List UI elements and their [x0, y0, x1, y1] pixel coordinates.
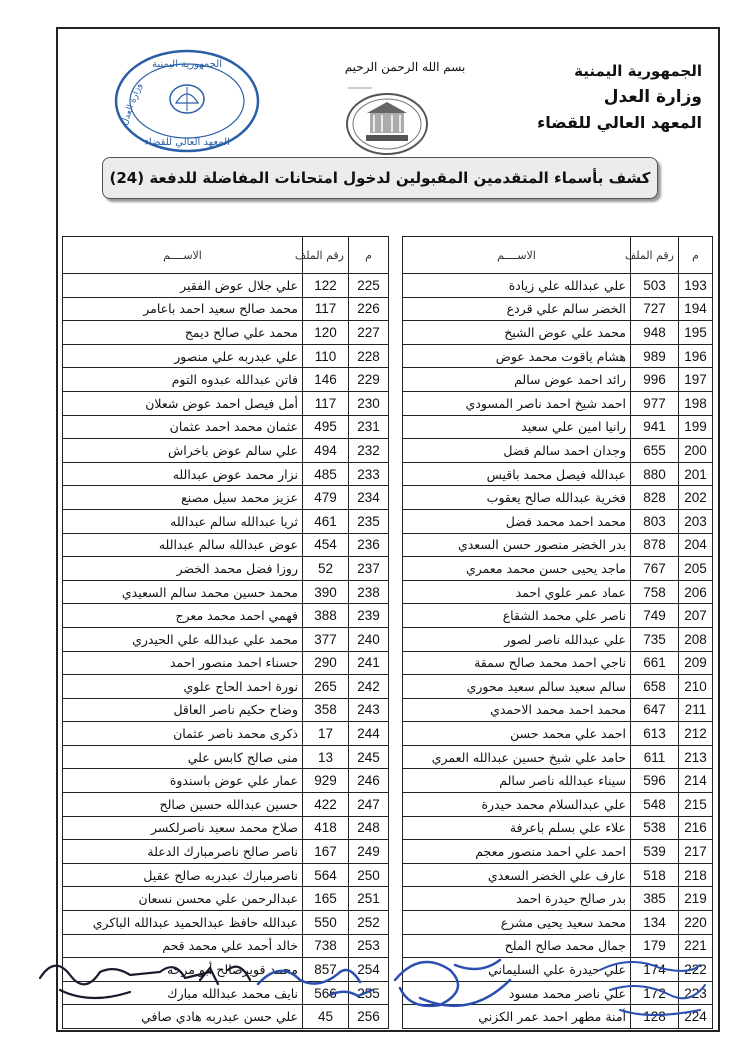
- column-gap: [389, 816, 403, 840]
- row-number: 196: [679, 344, 713, 368]
- row-number: 202: [679, 486, 713, 510]
- applicant-name: فخرية عبدالله صالح يعقوب: [403, 486, 631, 510]
- row-number: 228: [349, 344, 389, 368]
- file-number: 117: [303, 391, 349, 415]
- applicant-name: رانيا امين علي سعيد: [403, 415, 631, 439]
- applicant-name: عوض عبدالله سالم عبدالله: [63, 533, 303, 557]
- table-row: [63, 415, 713, 439]
- row-number: 234: [349, 486, 389, 510]
- column-gap: [389, 557, 403, 581]
- row-number: 211: [679, 698, 713, 722]
- letterhead: [537, 58, 702, 136]
- row-number: 253: [349, 934, 389, 958]
- official-stamp: [112, 47, 262, 155]
- applicant-name: الخضر سالم علي قردع: [403, 297, 631, 321]
- applicant-name: نورة احمد الحاج علوي: [63, 675, 303, 699]
- col-header-name: الاســــم: [403, 237, 631, 274]
- row-number: 218: [679, 863, 713, 887]
- applicant-name: عثمان محمد احمد عثمان: [63, 415, 303, 439]
- applicant-name: علاء علي بسلم باعرفة: [403, 816, 631, 840]
- column-gap: [389, 863, 403, 887]
- table-row: [63, 274, 713, 298]
- file-number: 550: [303, 911, 349, 935]
- file-number: 758: [631, 580, 679, 604]
- file-number: 167: [303, 840, 349, 864]
- applicant-name: عارف علي الخضر السعدي: [403, 863, 631, 887]
- row-number: 200: [679, 439, 713, 463]
- row-number: 224: [679, 1005, 713, 1029]
- applicant-name: فاتن عبدالله عبدوه التوم: [63, 368, 303, 392]
- file-number: 418: [303, 816, 349, 840]
- applicant-name: ناصرمبارك عبدربه صالح عقيل: [63, 863, 303, 887]
- row-number: 246: [349, 769, 389, 793]
- file-number: 977: [631, 391, 679, 415]
- row-number: 223: [679, 981, 713, 1005]
- applicant-name: عزيز محمد سيل مصنع: [63, 486, 303, 510]
- column-gap: [389, 344, 403, 368]
- file-number: 13: [303, 745, 349, 769]
- row-number: 210: [679, 675, 713, 699]
- column-gap: [389, 462, 403, 486]
- applicant-name: احمد علي محمد حسن: [403, 722, 631, 746]
- table-row: [63, 509, 713, 533]
- row-number: 193: [679, 274, 713, 298]
- table-row: [63, 533, 713, 557]
- applicant-name: احمد شيخ احمد ناصر المسودي: [403, 391, 631, 415]
- file-number: 996: [631, 368, 679, 392]
- table-row: [63, 321, 713, 345]
- row-number: 227: [349, 321, 389, 345]
- row-number: 203: [679, 509, 713, 533]
- row-number: 201: [679, 462, 713, 486]
- applicant-name: هشام ياقوت محمد عوض: [403, 344, 631, 368]
- row-number: 208: [679, 627, 713, 651]
- basmala: بسم الله الرحمن الرحيم: [344, 60, 466, 74]
- file-number: 422: [303, 793, 349, 817]
- table-row: [63, 627, 713, 651]
- table-row: [63, 651, 713, 675]
- applicant-name: علي حسن عبدربه هادي صافي: [63, 1005, 303, 1029]
- applicant-name: حسناء احمد منصور احمد: [63, 651, 303, 675]
- row-number: 198: [679, 391, 713, 415]
- row-number: 252: [349, 911, 389, 935]
- applicant-name: علي حيدرة علي السليماني: [403, 958, 631, 982]
- file-number: 548: [631, 793, 679, 817]
- row-number: 212: [679, 722, 713, 746]
- col-header-name: الاســــم: [63, 237, 303, 274]
- file-number: 564: [303, 863, 349, 887]
- applicant-name: سيناء عبدالله ناصر سالم: [403, 769, 631, 793]
- file-number: 803: [631, 509, 679, 533]
- applicant-name: علي عبدربه علي منصور: [63, 344, 303, 368]
- file-number: 948: [631, 321, 679, 345]
- col-header-no: م: [349, 237, 389, 274]
- applicant-name: أمل فيصل احمد عوض شعلان: [63, 391, 303, 415]
- column-gap: [389, 486, 403, 510]
- row-number: 197: [679, 368, 713, 392]
- row-number: 245: [349, 745, 389, 769]
- column-gap: [389, 533, 403, 557]
- table-row: [63, 462, 713, 486]
- row-number: 225: [349, 274, 389, 298]
- table-row: [63, 722, 713, 746]
- applicant-name: محمد علي عوض الشيخ: [403, 321, 631, 345]
- row-number: 194: [679, 297, 713, 321]
- file-number: 52: [303, 557, 349, 581]
- column-gap: [389, 509, 403, 533]
- applicant-name: عبدالله فيصل محمد باقيس: [403, 462, 631, 486]
- applicant-name: عبدالله حافظ عبدالحميد عبدالله الباكري: [63, 911, 303, 935]
- file-number: 290: [303, 651, 349, 675]
- row-number: 248: [349, 816, 389, 840]
- column-gap: [389, 769, 403, 793]
- file-number: 596: [631, 769, 679, 793]
- file-number: 857: [303, 958, 349, 982]
- row-number: 207: [679, 604, 713, 628]
- applicant-name: روزا فضل محمد الخضر: [63, 557, 303, 581]
- signatures-area: [0, 950, 750, 1061]
- col-header-file-no: رقم الملف: [303, 237, 349, 274]
- applicant-name: محمد حسين محمد سالم السعيدي: [63, 580, 303, 604]
- column-gap: [389, 627, 403, 651]
- row-number: 242: [349, 675, 389, 699]
- col-header-no: م: [679, 237, 713, 274]
- file-number: 941: [631, 415, 679, 439]
- column-gap: [389, 722, 403, 746]
- column-gap: [389, 415, 403, 439]
- row-number: 209: [679, 651, 713, 675]
- applicant-name: محمد احمد محمد فضل: [403, 509, 631, 533]
- row-number: 236: [349, 533, 389, 557]
- column-gap: [389, 368, 403, 392]
- applicant-name: محمد احمد محمد الاحمدي: [403, 698, 631, 722]
- row-number: 219: [679, 887, 713, 911]
- file-number: 265: [303, 675, 349, 699]
- file-number: 735: [631, 627, 679, 651]
- file-number: 377: [303, 627, 349, 651]
- applicant-name: بدر صالح حيدرة احمد: [403, 887, 631, 911]
- table-row: [63, 745, 713, 769]
- table-row: [63, 439, 713, 463]
- file-number: 828: [631, 486, 679, 510]
- applicant-name: فهمي احمد محمد معرج: [63, 604, 303, 628]
- table-row: [63, 675, 713, 699]
- file-number: 461: [303, 509, 349, 533]
- row-number: 222: [679, 958, 713, 982]
- applicant-name: وجدان احمد سالم فضل: [403, 439, 631, 463]
- applicant-name: علي عبدالله علي زيادة: [403, 274, 631, 298]
- file-number: 518: [631, 863, 679, 887]
- applicant-name: علي جلال عوض الفقير: [63, 274, 303, 298]
- file-number: 613: [631, 722, 679, 746]
- column-gap: [389, 651, 403, 675]
- applicant-name: ذكرى محمد ناصر عثمان: [63, 722, 303, 746]
- file-number: 390: [303, 580, 349, 604]
- column-gap: [389, 321, 403, 345]
- document-title-box: [102, 157, 658, 199]
- row-number: 221: [679, 934, 713, 958]
- file-number: 172: [631, 981, 679, 1005]
- column-gap: [389, 391, 403, 415]
- row-number: 251: [349, 887, 389, 911]
- applicant-name: حسين عبدالله حسين صالح: [63, 793, 303, 817]
- applicant-name: ناصر علي محمد الشقاع: [403, 604, 631, 628]
- document-title: كشف بأسماء المتقدمين المقبولين لدخول امتحانات المفاضلة للدفعة (24): [109, 169, 651, 187]
- column-gap: [389, 911, 403, 935]
- column-gap: [389, 698, 403, 722]
- file-number: 358: [303, 698, 349, 722]
- row-number: 220: [679, 911, 713, 935]
- table-header-row: [63, 237, 713, 274]
- table-row: [63, 486, 713, 510]
- file-number: 738: [303, 934, 349, 958]
- row-number: 213: [679, 745, 713, 769]
- column-gap: [389, 580, 403, 604]
- table-row: [63, 391, 713, 415]
- table-row: [63, 816, 713, 840]
- file-number: 134: [631, 911, 679, 935]
- file-number: 539: [631, 840, 679, 864]
- table-row: [63, 344, 713, 368]
- applicant-name: صلاح محمد سعيد ناصرلكسر: [63, 816, 303, 840]
- applicant-name: رائد احمد عوض سالم: [403, 368, 631, 392]
- file-number: 727: [631, 297, 679, 321]
- country-name: الجمهورية اليمنية: [574, 62, 702, 80]
- row-number: 195: [679, 321, 713, 345]
- row-number: 229: [349, 368, 389, 392]
- table-row: [63, 368, 713, 392]
- applicant-name: عماد عمر علوي احمد: [403, 580, 631, 604]
- row-number: 217: [679, 840, 713, 864]
- row-number: 240: [349, 627, 389, 651]
- column-gap: [389, 840, 403, 864]
- table-row: [63, 698, 713, 722]
- file-number: 880: [631, 462, 679, 486]
- row-number: 233: [349, 462, 389, 486]
- file-number: 767: [631, 557, 679, 581]
- applicant-name: وضاح حكيم ناصر العاقل: [63, 698, 303, 722]
- row-number: 237: [349, 557, 389, 581]
- row-number: 232: [349, 439, 389, 463]
- row-number: 241: [349, 651, 389, 675]
- row-number: 235: [349, 509, 389, 533]
- file-number: 110: [303, 344, 349, 368]
- file-number: 495: [303, 415, 349, 439]
- file-number: 120: [303, 321, 349, 345]
- file-number: 485: [303, 462, 349, 486]
- col-header-file-no: رقم الملف: [631, 237, 679, 274]
- applicant-name: نايف محمد عبدالله مبارك: [63, 981, 303, 1005]
- row-number: 199: [679, 415, 713, 439]
- file-number: 385: [631, 887, 679, 911]
- row-number: 226: [349, 297, 389, 321]
- column-gap: [389, 604, 403, 628]
- file-number: 179: [631, 934, 679, 958]
- ministry-name: وزارة العدل: [603, 87, 702, 107]
- file-number: 655: [631, 439, 679, 463]
- column-gap: [389, 237, 403, 274]
- applicant-name: محمد سعيد يحيى مشرع: [403, 911, 631, 935]
- applicant-name: علي عبدالله ناصر لصور: [403, 627, 631, 651]
- stamp-line-1: الجمهورية اليمنية: [151, 59, 223, 70]
- applicant-name: حامد علي شيخ حسين عبدالله العمري: [403, 745, 631, 769]
- file-number: 878: [631, 533, 679, 557]
- table-row: [63, 580, 713, 604]
- file-number: 661: [631, 651, 679, 675]
- column-gap: [389, 675, 403, 699]
- applicant-name: سالم سعيد سالم سعيد محوري: [403, 675, 631, 699]
- file-number: 122: [303, 274, 349, 298]
- file-number: 749: [631, 604, 679, 628]
- table-row: [63, 887, 713, 911]
- applicant-name: نزار محمد عوض عبدالله: [63, 462, 303, 486]
- row-number: 216: [679, 816, 713, 840]
- applicant-name: ماجد يحيى حسن محمد معمري: [403, 557, 631, 581]
- row-number: 254: [349, 958, 389, 982]
- row-number: 249: [349, 840, 389, 864]
- row-number: 247: [349, 793, 389, 817]
- file-number: 454: [303, 533, 349, 557]
- file-number: 566: [303, 981, 349, 1005]
- row-number: 205: [679, 557, 713, 581]
- table-row: [63, 840, 713, 864]
- applicant-name: علي عبدالسلام محمد حيدرة: [403, 793, 631, 817]
- applicant-name: احمد علي احمد منصور معجم: [403, 840, 631, 864]
- svg-text:وزارة العدل: وزارة العدل: [119, 81, 145, 127]
- row-number: 231: [349, 415, 389, 439]
- row-number: 255: [349, 981, 389, 1005]
- row-number: 214: [679, 769, 713, 793]
- applicant-name: خالد أحمد علي محمد قحم: [63, 934, 303, 958]
- applicant-name: محمد علي عبدالله علي الحيدري: [63, 627, 303, 651]
- file-number: 494: [303, 439, 349, 463]
- applicant-name: محمد قويرصالح أبو مرحه: [63, 958, 303, 982]
- column-gap: [389, 297, 403, 321]
- column-gap: [389, 887, 403, 911]
- file-number: 929: [303, 769, 349, 793]
- institute-name: المعهد العالي للقضاء: [537, 113, 702, 132]
- row-number: 243: [349, 698, 389, 722]
- applicant-name: محمد علي صالح ديمح: [63, 321, 303, 345]
- file-number: 611: [631, 745, 679, 769]
- table-row: [63, 557, 713, 581]
- applicant-name: ثريا عبدالله سالم عبدالله: [63, 509, 303, 533]
- table-row: [63, 604, 713, 628]
- file-number: 658: [631, 675, 679, 699]
- applicant-name: جمال محمد صالح الملح: [403, 934, 631, 958]
- table-row: [63, 769, 713, 793]
- applicant-name: أمنة مطهر احمد عمر الكزني: [403, 1005, 631, 1029]
- row-number: 230: [349, 391, 389, 415]
- row-number: 215: [679, 793, 713, 817]
- applicants-table: [62, 236, 713, 1029]
- applicant-name: عمار علي عوض باسندوة: [63, 769, 303, 793]
- file-number: 989: [631, 344, 679, 368]
- column-gap: [389, 745, 403, 769]
- applicant-name: ناجي احمد محمد صالح سمقة: [403, 651, 631, 675]
- applicant-name: علي سالم عوض باخراش: [63, 439, 303, 463]
- column-gap: [389, 793, 403, 817]
- table-row: [63, 793, 713, 817]
- row-number: 238: [349, 580, 389, 604]
- table-row: [63, 863, 713, 887]
- svg-text:المعهد العالي للقضاء: المعهد العالي للقضاء: [144, 137, 230, 148]
- file-number: 165: [303, 887, 349, 911]
- file-number: 647: [631, 698, 679, 722]
- row-number: 206: [679, 580, 713, 604]
- file-number: 388: [303, 604, 349, 628]
- file-number: 174: [631, 958, 679, 982]
- column-gap: [389, 274, 403, 298]
- table-row: [63, 297, 713, 321]
- applicant-name: ناصر صالح ناصرمبارك الدعلة: [63, 840, 303, 864]
- institute-emblem-icon: [340, 80, 435, 160]
- file-number: 17: [303, 722, 349, 746]
- file-number: 503: [631, 274, 679, 298]
- file-number: 146: [303, 368, 349, 392]
- row-number: 250: [349, 863, 389, 887]
- table-row: [63, 911, 713, 935]
- applicant-name: بدر الخضر منصور حسن السعدي: [403, 533, 631, 557]
- file-number: 117: [303, 297, 349, 321]
- file-number: 538: [631, 816, 679, 840]
- applicant-name: محمد صالح سعيد احمد باعامر: [63, 297, 303, 321]
- row-number: 239: [349, 604, 389, 628]
- file-number: 128: [631, 1005, 679, 1029]
- row-number: 256: [349, 1005, 389, 1029]
- applicant-name: عبدالرحمن علي محسن نسعان: [63, 887, 303, 911]
- applicant-name: منى صالح كابس علي: [63, 745, 303, 769]
- row-number: 204: [679, 533, 713, 557]
- file-number: 479: [303, 486, 349, 510]
- row-number: 244: [349, 722, 389, 746]
- file-number: 45: [303, 1005, 349, 1029]
- column-gap: [389, 439, 403, 463]
- applicant-name: علي ناصر محمد مسود: [403, 981, 631, 1005]
